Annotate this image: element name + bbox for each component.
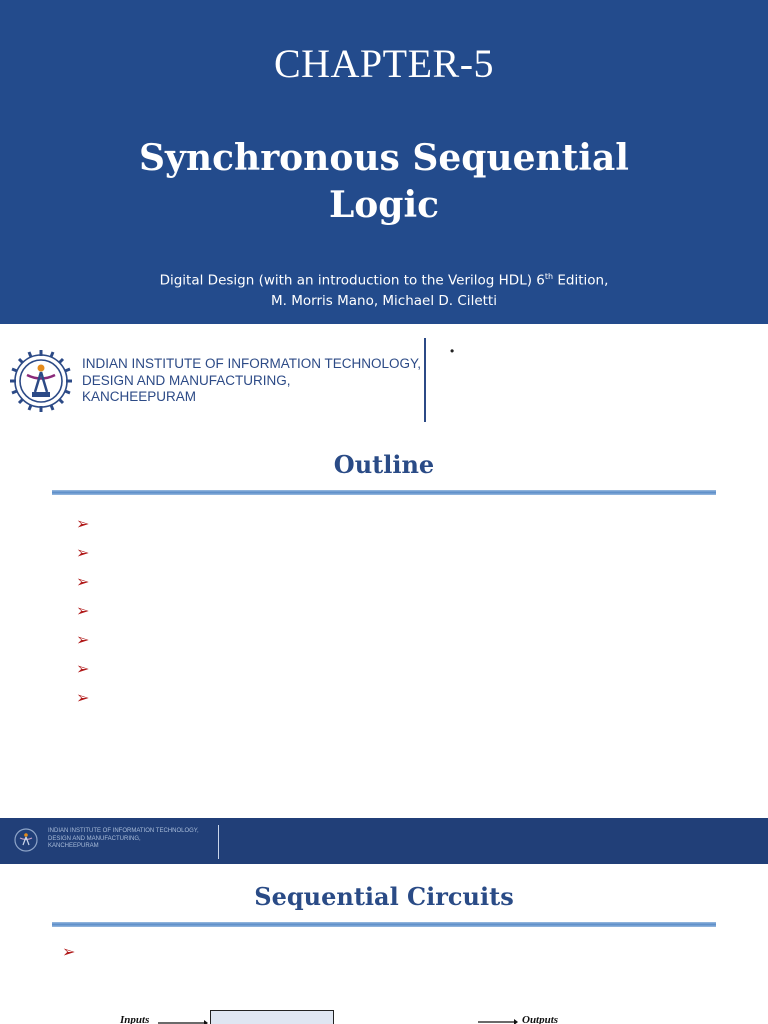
- book-reference: [0, 267, 768, 311]
- outputs-label: Outputs: [522, 1014, 559, 1024]
- book-authors: M. Morris Mano, Michael D. Ciletti: [271, 292, 497, 309]
- main-title-line-2: Logic: [328, 184, 440, 226]
- outline-heading: Outline: [333, 450, 435, 479]
- output-arrow-icon: [478, 1017, 518, 1024]
- arrow-bullet-icon: ➢: [76, 632, 90, 649]
- main-title-line-1: Synchronous Sequential: [139, 137, 629, 179]
- inputs-label: Inputs: [120, 1014, 150, 1024]
- arrow-bullet-icon: ➢: [76, 574, 90, 591]
- outline-item: [76, 630, 89, 659]
- vertical-divider: [424, 338, 426, 422]
- mini-divider: [218, 825, 219, 859]
- heading-underline: [52, 922, 716, 927]
- institute-name-line-1: INDIAN INSTITUTE OF INFORMATION TECHNOLOGY,: [82, 356, 422, 371]
- input-arrow-icon: [158, 1018, 208, 1024]
- arrow-bullet-icon: ➢: [76, 661, 90, 678]
- outline-list: [76, 514, 89, 717]
- institute-name: [82, 356, 422, 406]
- mini-institute-line-2: DESIGN AND MANUFACTURING,: [48, 835, 141, 842]
- arrow-bullet-icon: ➢: [62, 944, 76, 961]
- outline-item: [76, 514, 89, 543]
- mini-institute-name: [48, 828, 218, 851]
- institute-name-line-2: DESIGN AND MANUFACTURING,: [82, 372, 291, 388]
- iiitdm-logo-icon: [12, 826, 40, 854]
- mini-institute-line-3: KANCHEEPURAM: [48, 843, 99, 849]
- arrow-bullet-icon: ➢: [76, 516, 90, 533]
- institute-strip: [0, 324, 768, 434]
- mini-institute-line-1: INDIAN INSTITUTE OF INFORMATION TECHNOLOGY,: [48, 828, 199, 834]
- book-edition-text: Edition,: [553, 272, 609, 289]
- book-title: [0, 267, 768, 291]
- outline-item: [76, 659, 89, 688]
- iiitdm-gear-logo-icon: [8, 348, 74, 414]
- outline-item: [76, 572, 89, 601]
- outline-item: [76, 601, 89, 630]
- outline-item: [76, 688, 89, 717]
- book-title-text: Digital Design (with an introduction to the Verilog HDL) 6: [159, 272, 545, 289]
- empty-bullet: •: [450, 344, 455, 358]
- arrow-bullet-icon: ➢: [76, 690, 90, 707]
- institute-name-line-3: KANCHEEPURAM: [82, 389, 197, 404]
- chapter-label: CHAPTER-5: [273, 41, 495, 86]
- heading-underline: [52, 490, 716, 495]
- edition-superscript: th: [544, 272, 554, 281]
- arrow-bullet-icon: ➢: [76, 545, 90, 562]
- slide-header-bar: [0, 818, 768, 864]
- outline-item: [76, 543, 89, 572]
- combinational-circuit-block: [210, 1010, 334, 1024]
- sequential-circuits-heading: Sequential Circuits: [254, 882, 514, 911]
- main-title: [0, 135, 768, 229]
- title-banner: [0, 0, 768, 324]
- arrow-bullet-icon: ➢: [76, 603, 90, 620]
